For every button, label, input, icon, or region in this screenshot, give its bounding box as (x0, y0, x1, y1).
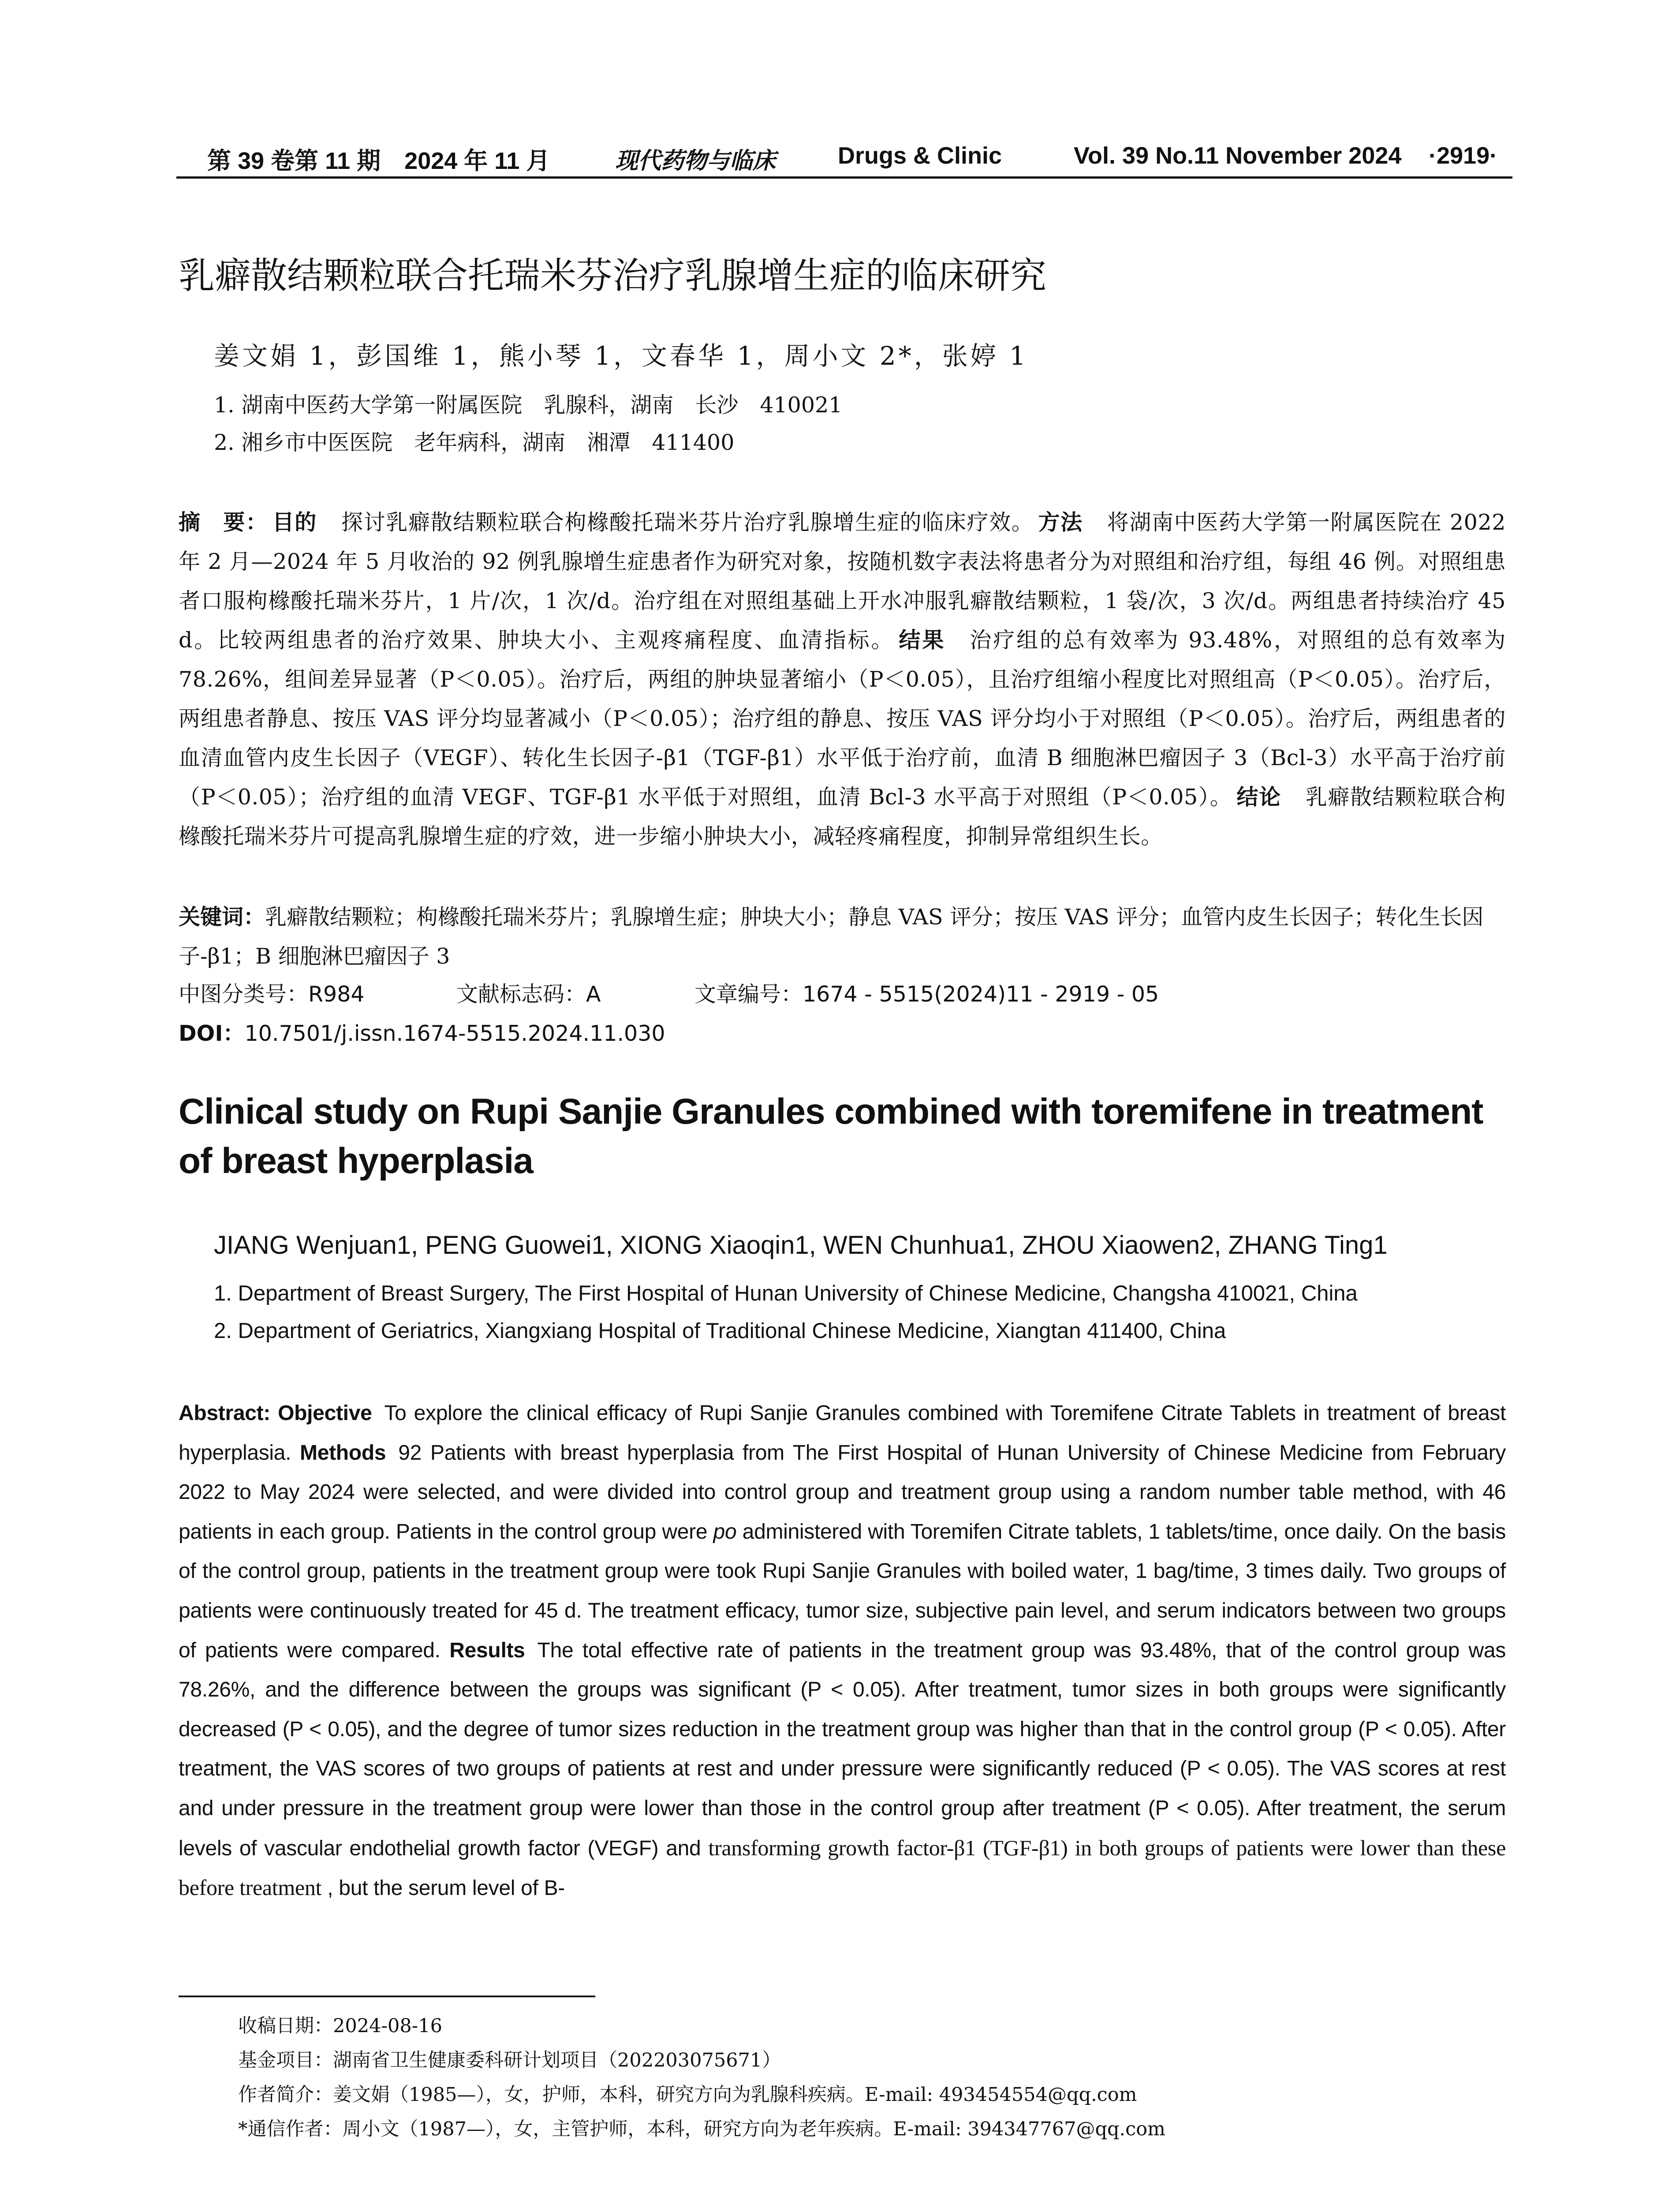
results-en-text-c: , but the serum level of B- (327, 1876, 565, 1900)
header-journal-en: Drugs & Clinic (838, 142, 1002, 169)
affiliation-en-2: 2. Department of Geriatrics, Xiangxiang Hospital of Traditional Chinese Medicine, Xiangtan 411400, China (214, 1319, 1226, 1343)
footnote-received-date: 收稿日期：2024-08-16 (238, 2015, 442, 2037)
affiliation-cn-1: 1. 湖南中医药大学第一附属医院 乳腺科，湖南 长沙 410021 (214, 392, 843, 418)
footnote-author-bio: 作者简介：姜文娟（1985—），女，护师，本科，研究方向为乳腺科疾病。E-mail: 493454554@qq.com (238, 2084, 1137, 2106)
article-number: 文章编号：1674 - 5515(2024)11 - 2919 - 05 (694, 982, 1159, 1007)
methods-en-text-a: 92 Patients with breast hyperplasia from The First Hospital of Hunan University of Chinese Medicine from February 2022 to May 2024 were selected, and were divided into control group and treatment group using a random number table method, with 46 patients in each group. Patients in the control group were (179, 1441, 1506, 1544)
keywords-cn (179, 897, 1506, 976)
results-en-label: Results (449, 1638, 525, 1662)
objective-en-text: To explore the clinical efficacy of Rupi Sanjie Granules combined with Toremifene Citrate Tablets in treatment of breast hyperplasia. (179, 1401, 1506, 1465)
affiliation-en-1: 1. Department of Breast Surgery, The First Hospital of Hunan University of Chinese Medicine, Changsha 410021, China (214, 1282, 1358, 1305)
title-en: Clinical study on Rupi Sanjie Granules combined with toremifene in treatment of breast hyperplasia (179, 1091, 1483, 1181)
footnote-funding: 基金项目：湖南省卫生健康委科研计划项目（202203075671） (238, 2049, 781, 2071)
article-meta (179, 975, 1506, 1053)
results-cn-label: 结果 (899, 628, 946, 653)
methods-cn-label: 方法 (1038, 510, 1083, 535)
abstract-cn (179, 503, 1506, 856)
header-page-number: ·2919· (1429, 142, 1498, 169)
running-header (176, 132, 1512, 179)
conclusion-cn-text: 乳癖散结颗粒联合枸橼酸托瑞米芬片可提高乳腺增生症的疗效，进一步缩小肿块大小，减轻疼痛程度，抑制异常组织生长。 (179, 785, 1506, 849)
doi-label: DOI： (179, 1021, 245, 1046)
footnote-corresponding-author: *通信作者：周小文（1987—），女，主管护师，本科，研究方向为老年疾病。E-mail: 394347767@qq.com (238, 2118, 1165, 2140)
keywords-cn-text: 乳癖散结颗粒；枸橼酸托瑞米芬片；乳腺增生症；肿块大小；静息 VAS 评分；按压 VAS 评分；血管内皮生长因子；转化生长因子-β1；B 细胞淋巴瘤因子 3 (179, 904, 1484, 969)
doi-link[interactable]: 10.7501/j.issn.1674-5515.2024.11.030 (244, 1021, 665, 1046)
abstract-cn-label: 摘 要： (179, 510, 268, 535)
footnotes (238, 2009, 1165, 2146)
abstract-en-label: Abstract: Objective (179, 1401, 372, 1425)
abstract-en (179, 1394, 1506, 1908)
results-en-text-b: transforming growth factor-β1 (TGF-β1) in both groups of patients were lower than these before treatment (179, 1835, 1506, 1900)
clc-number: 中图分类号：R984 (179, 982, 365, 1007)
authors-cn: 姜文娟 1，彭国维 1，熊小琴 1，文春华 1，周小文 2*，张婷 1 (214, 341, 1029, 371)
footnote-divider (179, 1996, 595, 1997)
results-cn-text: 治疗组的总有效率为 93.48%，对照组的总有效率为 78.26%，组间差异显著（P＜0.05）。治疗后，两组的肿块显著缩小（P＜0.05），且治疗组缩小程度比对照组高（P＜0.05）。治疗后，两组患者静息、按压 VAS 评分均显著减小（P＜0.05）；治疗组的静息、按压 VAS 评分均小于对照组（P＜0.05）。治疗后，两组患者的血清血管内皮生长因子（VEGF）、转化生长因子-β1（TGF-β1）水平低于治疗前，血清 B 细胞淋巴瘤因子 3（Bcl-3）水平高于治疗前（P＜0.05）；治疗组的血清 VEGF、TGF-β1 水平低于对照组，血清 Bcl-3 水平高于对照组（P＜0.05）。 (179, 628, 1506, 810)
methods-cn-text: 将湖南中医药大学第一附属医院在 2022 年 2 月—2024 年 5 月收治的 92 例乳腺增生症患者作为研究对象，按随机数字表法将患者分为对照组和治疗组，每组 46 例。对照组患者口服枸橼酸托瑞米芬片，1 片/次，1 次/d。治疗组在对照组基础上开水冲服乳癖散结颗粒，1 袋/次，3 次/d。两组患者持续治疗 45 d。比较两组患者的治疗效果、肿块大小、主观疼痛程度、血清指标。 (179, 510, 1506, 653)
objective-cn-label: 目的 (272, 510, 317, 535)
conclusion-cn-label: 结论 (1236, 785, 1281, 810)
authors-en: JIANG Wenjuan1, PENG Guowei1, XIONG Xiaoqin1, WEN Chunhua1, ZHOU Xiaowen2, ZHANG Ting1 (214, 1231, 1388, 1259)
header-volume-cn: 第 39 卷第 11 期 2024 年 11 月 (207, 148, 550, 174)
affiliation-cn-2: 2. 湘乡市中医医院 老年病科，湖南 湘潭 411400 (214, 430, 735, 455)
title-cn: 乳癖散结颗粒联合托瑞米芬治疗乳腺增生症的临床研究 (179, 255, 1047, 297)
keywords-cn-label: 关键词： (179, 904, 265, 930)
methods-en-po: po (713, 1520, 737, 1544)
header-journal-cn: 现代药物与临床 (615, 147, 776, 174)
header-volume-en: Vol. 39 No.11 November 2024 (1074, 142, 1402, 169)
results-en-text-a: The total effective rate of patients in the treatment group was 93.48%, that of the control group was 78.26%, and the difference between the groups was significant (P < 0.05). After treatment, tumor sizes in both groups were significantly decreased (P < 0.05), and the degree of tumor sizes reduction in the treatment group was higher than that in the control group (P < 0.05). After treatment, the VAS scores of two groups of patients at rest and under pressure were significantly reduced (P < 0.05). The VAS scores at rest and under pressure in the treatment group were lower than those in the control group after treatment (P < 0.05). After treatment, the serum levels of vascular endothelial growth factor (VEGF) and (179, 1638, 1506, 1860)
methods-en-text-b: administered with Toremifen Citrate tablets, 1 tablets/time, once daily. On the basis of the control group, patients in the treatment group were took Rupi Sanjie Granules with boiled water, 1 bag/time, 3 times daily. Two groups of patients were continuously treated for 45 d. The treatment efficacy, tumor size, subjective pain level, and serum indicators between two groups of patients were compared. (179, 1520, 1506, 1662)
objective-cn-text: 探讨乳癖散结颗粒联合枸橼酸托瑞米芬片治疗乳腺增生症的临床疗效。 (341, 510, 1034, 535)
methods-en-label: Methods (300, 1441, 386, 1465)
document-code: 文献标志码：A (456, 982, 601, 1007)
